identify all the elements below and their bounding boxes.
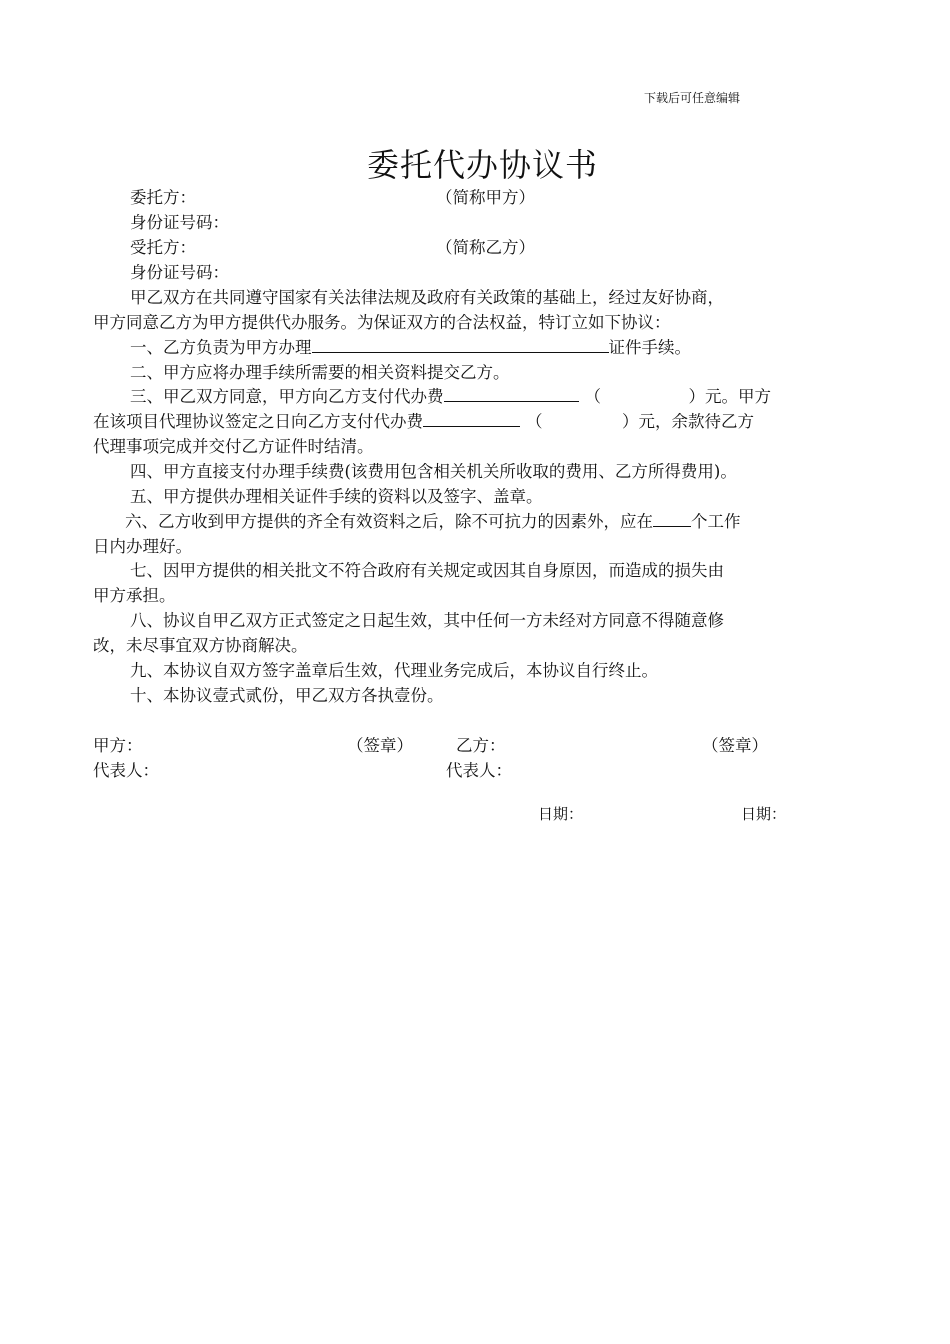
clause-3-line-1 — [130, 384, 771, 409]
party-b-representative: 代表人： — [446, 761, 512, 780]
intro-line-2: 甲方同意乙方为甲方提供代办服务。为保证双方的合法权益，特订立如下协议： — [93, 313, 671, 332]
clause-3-line-3: 代理事项完成并交付乙方证件时结清。 — [93, 437, 374, 456]
agent-label: 受托方： — [130, 238, 196, 257]
fee-total-paren: （ — [584, 387, 601, 406]
party-a-date: 日期： — [538, 805, 584, 823]
clause-6-end: 个工作 — [691, 512, 741, 531]
client-id-label: 身份证号码： — [130, 213, 229, 232]
document-title: 委托代办协议书 — [366, 146, 598, 184]
clause-8-line-2: 改，未尽事宜双方协商解决。 — [93, 636, 308, 655]
fee-deposit-paren: （ — [526, 412, 543, 431]
clause-5: 五、甲方提供办理相关证件手续的资料以及签字、盖章。 — [130, 487, 543, 506]
clause-1 — [130, 335, 691, 360]
party-b-seal: （签章） — [702, 736, 768, 755]
clause-3-line-2 — [93, 409, 754, 434]
party-a-seal: （签章） — [347, 736, 413, 755]
party-b-label: 乙方： — [456, 736, 506, 755]
clause-6-line-1 — [125, 509, 741, 534]
fee-deposit-blank[interactable] — [423, 409, 520, 427]
clause-7-line-1: 七、因甲方提供的相关批文不符合政府有关规定或因其自身原因，而造成的损失由 — [130, 561, 724, 580]
clause-3-text: 三、甲乙双方同意，甲方向乙方支付代办费 — [130, 387, 444, 406]
clause-8-line-1: 八、协议自甲乙双方正式签定之日起生效，其中任何一方未经对方同意不得随意修 — [130, 611, 724, 630]
agent-id-label: 身份证号码： — [130, 263, 229, 282]
clause-3-deposit-text: 在该项目代理协议签定之日向乙方支付代办费 — [93, 412, 423, 431]
intro-line-1: 甲乙双方在共同遵守国家有关法律法规及政府有关政策的基础上，经过友好协商， — [130, 288, 724, 307]
party-a-label: 甲方： — [93, 736, 143, 755]
clause-1-end: 证件手续。 — [608, 338, 691, 357]
clause-3-balance-text: ）元，余款待乙方 — [622, 412, 754, 431]
workdays-blank[interactable] — [653, 509, 691, 527]
clause-4: 四、甲方直接支付办理手续费(该费用包含相关机关所收取的费用、乙方所得费用)。 — [130, 462, 737, 481]
agent-abbr: （简称乙方） — [436, 238, 535, 257]
party-a-representative: 代表人： — [93, 761, 159, 780]
clause-6-line-2: 日内办理好。 — [93, 537, 192, 556]
clause-1-text: 一、乙方负责为甲方办理 — [130, 338, 312, 357]
client-abbr: （简称甲方） — [436, 188, 535, 207]
clause-7-line-2: 甲方承担。 — [93, 586, 176, 605]
edit-note: 下载后可任意编辑 — [644, 91, 741, 105]
party-b-date: 日期： — [741, 805, 787, 823]
clause-1-blank[interactable] — [312, 335, 609, 353]
clause-10: 十、本协议壹式贰份，甲乙双方各执壹份。 — [130, 686, 444, 705]
clause-9: 九、本协议自双方签字盖章后生效，代理业务完成后，本协议自行终止。 — [130, 661, 658, 680]
client-label: 委托方： — [130, 188, 196, 207]
clause-3-end: ）元。甲方 — [688, 387, 771, 406]
clause-6-text: 六、乙方收到甲方提供的齐全有效资料之后，除不可抗力的因素外，应在 — [125, 512, 653, 531]
fee-total-blank[interactable] — [444, 384, 579, 402]
clause-2: 二、甲方应将办理手续所需要的相关资料提交乙方。 — [130, 363, 510, 382]
